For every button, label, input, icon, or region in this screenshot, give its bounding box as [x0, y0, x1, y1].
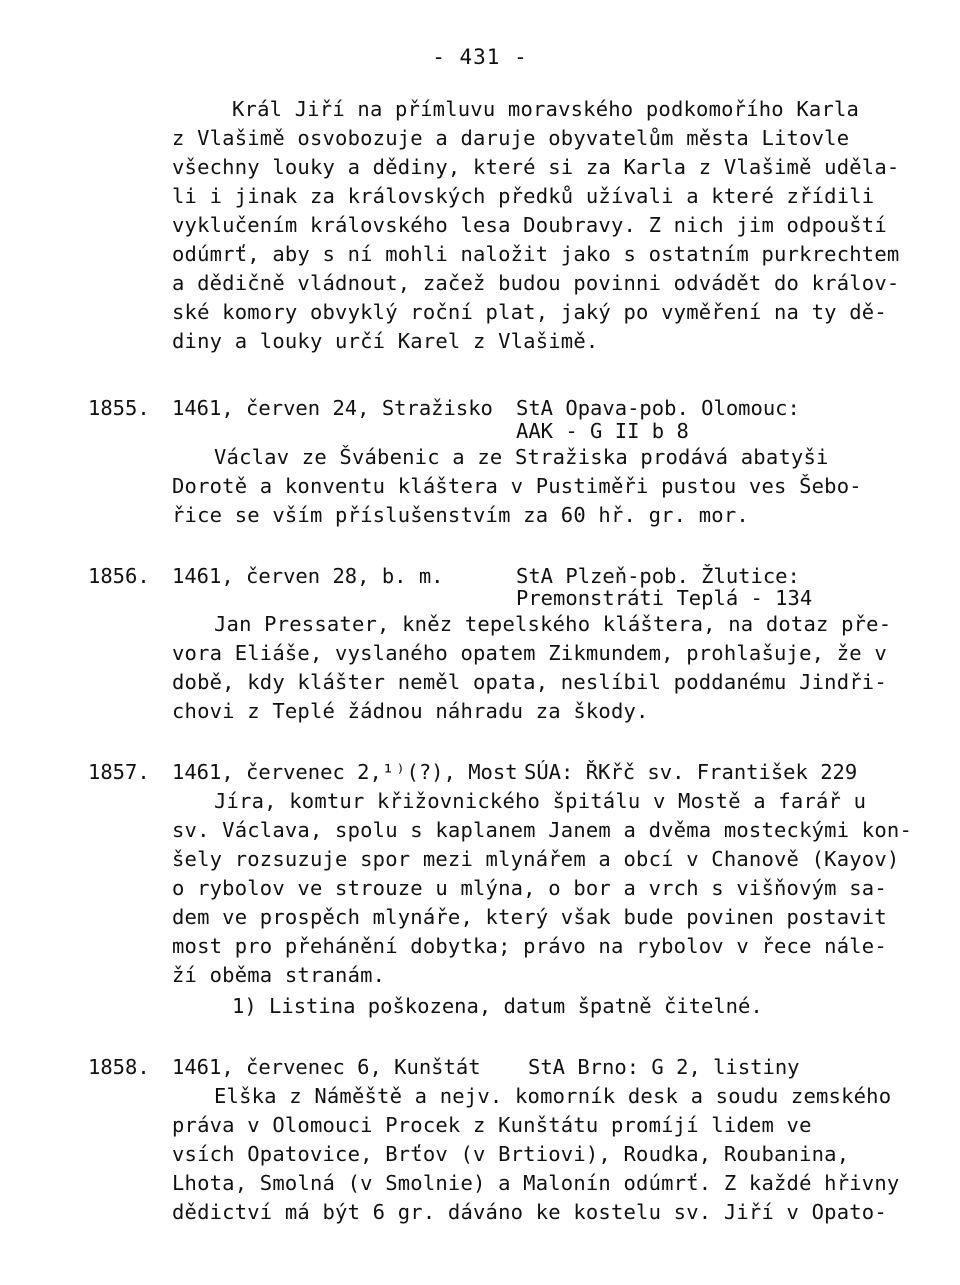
text-line: ží oběma stranám.: [172, 963, 386, 987]
entry-header: 1461, červen 24, Stražisko: [172, 396, 493, 420]
entry-number: 1857.: [88, 760, 150, 784]
text-line: vsích Opatovice, Brťov (v Brtiovi), Roudka, Roubanina,: [172, 1142, 850, 1166]
text-line: sv. Václava, spolu s kaplanem Janem a dvěma mosteckými kon-: [172, 818, 912, 842]
text-line: době, kdy klášter neměl opata, neslíbil poddanému Jindři-: [172, 670, 887, 694]
entry-source: StA Opava-pob. Olomouc:: [516, 396, 800, 420]
text-line: dědictví má být 6 gr. dáváno ke kostelu sv. Jiří v Opato-: [172, 1200, 887, 1224]
text-line: Elška z Náměště a nejv. komorník desk a soudu zemského: [214, 1084, 892, 1108]
text-line: z Vlašimě osvobozuje a daruje obyvatelům města Litovle: [172, 126, 850, 150]
text-line: diny a louky určí Karel z Vlašimě.: [172, 329, 599, 353]
text-line: vora Eliáše, vyslaného opatem Zikmundem, prohlašuje, že v: [172, 641, 887, 665]
entry-source: StA Brno: G 2, listiny: [528, 1055, 800, 1079]
text-line: li i jinak za královských předků užívali a které zřídili: [172, 184, 875, 208]
text-line: Václav ze Švábenic a ze Stražiska prodává abatyši: [214, 445, 829, 469]
entry-number: 1855.: [88, 396, 150, 420]
text-line: Jíra, komtur křižovnického špitálu v Mostě a farář u: [214, 789, 867, 813]
text-line: odúmrť, aby s ní mohli naložit jako s ostatním purkrechtem: [172, 242, 900, 266]
text-line: Král Jiří na přímluvu moravského podkomořího Karla: [232, 97, 860, 121]
text-line: řice se vším příslušenstvím za 60 hř. gr. mor.: [172, 503, 749, 527]
text-line: Lhota, Smolná (v Smolnie) a Malonín odúmrť. Z každé hřivny: [172, 1171, 900, 1195]
entry-number: 1856.: [88, 564, 150, 588]
entry-header: 1461, červen 28, b. m.: [172, 564, 444, 588]
text-line: šely rozsuzuje spor mezi mlynářem a obcí v Chanově (Kayov): [172, 847, 900, 871]
text-line: a dědičně vládnout, začež budou povinni odvádět do králov-: [172, 271, 900, 295]
text-line: dem ve prospěch mlynáře, který však bude povinen postavit: [172, 905, 887, 929]
entry-header: 1461, červenec 2,¹⁾(?), Most: [172, 760, 518, 784]
entry-header: 1461, červenec 6, Kunštát: [172, 1055, 481, 1079]
text-line: Jan Pressater, kněz tepelského kláštera, na dotaz pře-: [214, 612, 892, 636]
entry-source: StA Plzeň-pob. Žlutice:: [516, 564, 800, 588]
text-line: práva v Olomouci Procek z Kunštátu promíjí lidem ve: [172, 1113, 812, 1137]
entry-source: Premonstráti Teplá - 134: [516, 586, 813, 610]
text-line: chovi z Teplé žádnou náhradu za škody.: [172, 699, 649, 723]
text-line: Dorotě a konventu kláštera v Pustiměři pustou ves Šebo-: [172, 474, 862, 498]
text-line: o rybolov ve strouze u mlýna, o bor a vrch s višňovým sa-: [172, 876, 887, 900]
entry-source: AAK - G II b 8: [516, 419, 689, 443]
entry-number: 1858.: [88, 1055, 150, 1079]
text-line: most pro přehánění dobytka; právo na rybolov v řece nále-: [172, 934, 887, 958]
text-line: ské komory obvyklý roční plat, jaký po vyměření na ty dě-: [172, 300, 887, 324]
entry-source: SÚA: ŘKřč sv. František 229: [524, 760, 858, 784]
footnote: 1) Listina poškozena, datum špatně čitelné.: [232, 994, 763, 1018]
page-number: - 431 -: [432, 45, 528, 69]
text-line: všechny louky a dědiny, které si za Karla z Vlašimě uděla-: [172, 155, 900, 179]
text-line: vyklučením královského lesa Doubravy. Z nich jim odpouští: [172, 213, 887, 237]
